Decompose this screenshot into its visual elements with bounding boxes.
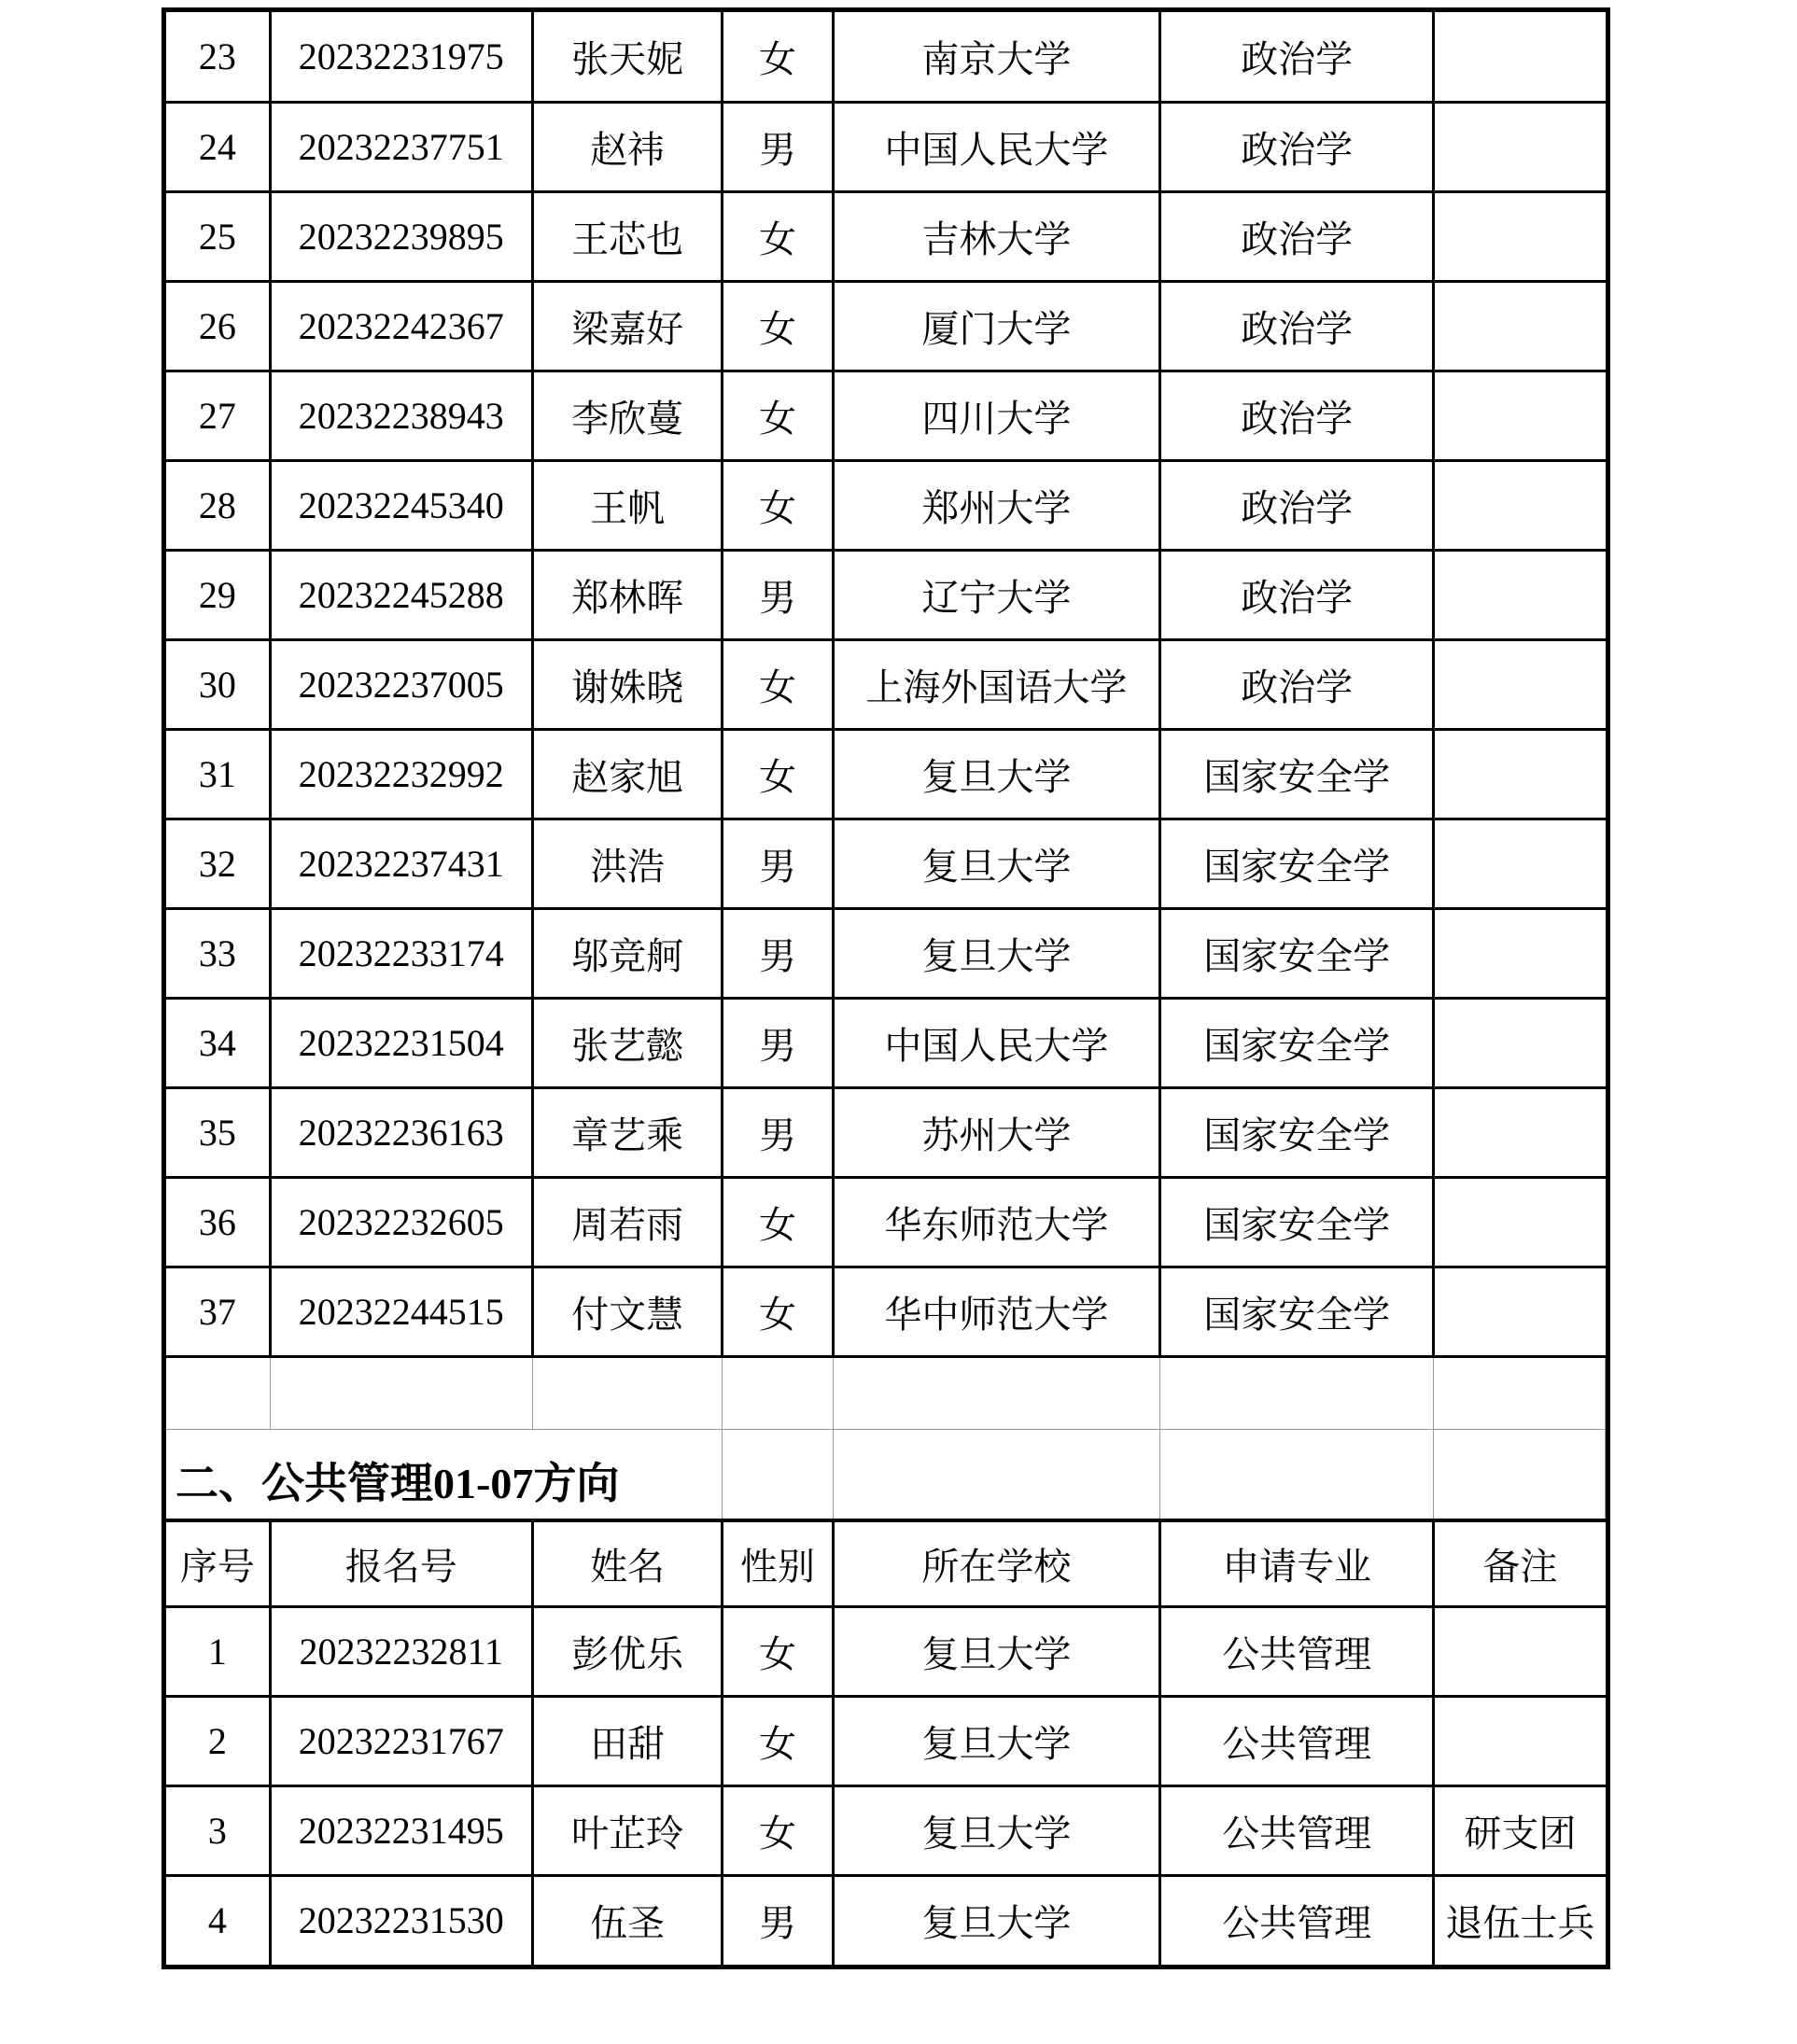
cell-remark — [1434, 819, 1606, 908]
table-row — [166, 998, 1606, 1087]
table-row — [166, 12, 1606, 102]
table-header-row — [166, 1520, 1606, 1606]
cell-major: 公共管理 — [1160, 1606, 1434, 1696]
table-row — [166, 819, 1606, 908]
cell-gender: 女 — [723, 460, 833, 550]
cell-name: 叶芷玲 — [532, 1785, 723, 1875]
table-row — [166, 1267, 1606, 1356]
cell-remark — [1434, 371, 1606, 460]
cell-registration-number: 20232232605 — [270, 1177, 532, 1267]
cell-no: 36 — [166, 1177, 270, 1267]
cell-major: 国家安全学 — [1160, 1087, 1434, 1177]
cell-major: 政治学 — [1160, 12, 1434, 102]
cell-remark — [1434, 550, 1606, 639]
table-row — [166, 639, 1606, 729]
cell-major: 国家安全学 — [1160, 1267, 1434, 1356]
empty-cell — [723, 1429, 833, 1520]
cell-major: 政治学 — [1160, 639, 1434, 729]
cell-gender: 女 — [723, 1177, 833, 1267]
cell-remark — [1434, 1177, 1606, 1267]
empty-cell — [1434, 1429, 1606, 1520]
cell-remark — [1434, 639, 1606, 729]
cell-gender: 女 — [723, 1606, 833, 1696]
cell-gender: 女 — [723, 1267, 833, 1356]
empty-cell — [532, 1356, 723, 1429]
cell-name: 章艺乘 — [532, 1087, 723, 1177]
cell-registration-number: 20232244515 — [270, 1267, 532, 1356]
cell-registration-number: 20232237005 — [270, 639, 532, 729]
applicant-list-sheet — [161, 7, 1610, 1969]
cell-gender: 男 — [723, 1087, 833, 1177]
cell-school: 复旦大学 — [833, 908, 1160, 998]
cell-no: 2 — [166, 1696, 270, 1785]
cell-name: 彭优乐 — [532, 1606, 723, 1696]
cell-registration-number: 20232245288 — [270, 550, 532, 639]
cell-remark — [1434, 1267, 1606, 1356]
cell-school: 厦门大学 — [833, 281, 1160, 371]
cell-remark — [1434, 998, 1606, 1087]
cell-gender: 男 — [723, 102, 833, 191]
cell-gender: 女 — [723, 1696, 833, 1785]
cell-school: 复旦大学 — [833, 1875, 1160, 1965]
cell-no: 24 — [166, 102, 270, 191]
cell-registration-number: 20232237751 — [270, 102, 532, 191]
cell-registration-number: 20232231495 — [270, 1785, 532, 1875]
cell-gender: 女 — [723, 639, 833, 729]
table-row — [166, 1875, 1606, 1965]
cell-school: 中国人民大学 — [833, 102, 1160, 191]
cell-no: 27 — [166, 371, 270, 460]
cell-major: 政治学 — [1160, 191, 1434, 281]
table-row — [166, 1177, 1606, 1267]
cell-name: 邬竞舸 — [532, 908, 723, 998]
cell-major: 国家安全学 — [1160, 1177, 1434, 1267]
cell-gender: 男 — [723, 550, 833, 639]
cell-registration-number: 20232242367 — [270, 281, 532, 371]
cell-major: 政治学 — [1160, 102, 1434, 191]
cell-no: 33 — [166, 908, 270, 998]
cell-major: 公共管理 — [1160, 1875, 1434, 1965]
cell-name: 李欣蔓 — [532, 371, 723, 460]
table-outer-border — [161, 7, 1610, 1969]
cell-registration-number: 20232232811 — [270, 1606, 532, 1696]
cell-name: 伍圣 — [532, 1875, 723, 1965]
cell-registration-number: 20232231975 — [270, 12, 532, 102]
admission-table — [166, 12, 1606, 1965]
cell-gender: 男 — [723, 908, 833, 998]
cell-gender: 男 — [723, 1875, 833, 1965]
cell-major: 国家安全学 — [1160, 729, 1434, 819]
empty-cell — [833, 1356, 1160, 1429]
cell-school: 郑州大学 — [833, 460, 1160, 550]
cell-gender: 女 — [723, 191, 833, 281]
cell-remark — [1434, 729, 1606, 819]
cell-school: 复旦大学 — [833, 729, 1160, 819]
cell-remark — [1434, 12, 1606, 102]
cell-name: 周若雨 — [532, 1177, 723, 1267]
cell-school: 华中师范大学 — [833, 1267, 1160, 1356]
cell-major: 政治学 — [1160, 460, 1434, 550]
header-cell-remark: 备注 — [1434, 1520, 1606, 1606]
cell-no: 30 — [166, 639, 270, 729]
cell-name: 赵祎 — [532, 102, 723, 191]
cell-no: 28 — [166, 460, 270, 550]
cell-school: 辽宁大学 — [833, 550, 1160, 639]
cell-no: 37 — [166, 1267, 270, 1356]
cell-gender: 女 — [723, 371, 833, 460]
section-title: 二、公共管理01-07方向 — [166, 1429, 723, 1520]
cell-gender: 女 — [723, 729, 833, 819]
header-cell-no: 序号 — [166, 1520, 270, 1606]
cell-remark — [1434, 1087, 1606, 1177]
cell-school: 华东师范大学 — [833, 1177, 1160, 1267]
cell-gender: 女 — [723, 281, 833, 371]
cell-no: 1 — [166, 1606, 270, 1696]
cell-gender: 女 — [723, 12, 833, 102]
cell-no: 32 — [166, 819, 270, 908]
cell-gender: 女 — [723, 1785, 833, 1875]
table-row — [166, 371, 1606, 460]
cell-major: 国家安全学 — [1160, 908, 1434, 998]
cell-registration-number: 20232238943 — [270, 371, 532, 460]
cell-gender: 男 — [723, 819, 833, 908]
cell-school: 复旦大学 — [833, 1696, 1160, 1785]
cell-no: 34 — [166, 998, 270, 1087]
table-row — [166, 908, 1606, 998]
cell-registration-number: 20232236163 — [270, 1087, 532, 1177]
cell-name: 梁嘉好 — [532, 281, 723, 371]
table-row — [166, 102, 1606, 191]
cell-remark — [1434, 460, 1606, 550]
cell-remark — [1434, 1606, 1606, 1696]
cell-major: 政治学 — [1160, 281, 1434, 371]
cell-registration-number: 20232237431 — [270, 819, 532, 908]
cell-major: 公共管理 — [1160, 1785, 1434, 1875]
table-row — [166, 1785, 1606, 1875]
header-cell-major: 申请专业 — [1160, 1520, 1434, 1606]
cell-no: 3 — [166, 1785, 270, 1875]
cell-registration-number: 20232231530 — [270, 1875, 532, 1965]
cell-name: 田甜 — [532, 1696, 723, 1785]
cell-school: 吉林大学 — [833, 191, 1160, 281]
cell-registration-number: 20232239895 — [270, 191, 532, 281]
cell-school: 复旦大学 — [833, 1785, 1160, 1875]
empty-cell — [1160, 1429, 1434, 1520]
cell-name: 王芯也 — [532, 191, 723, 281]
empty-spacer-row — [166, 1356, 1606, 1429]
cell-school: 中国人民大学 — [833, 998, 1160, 1087]
cell-school: 四川大学 — [833, 371, 1160, 460]
section-title-row — [166, 1429, 1606, 1520]
cell-name: 郑林晖 — [532, 550, 723, 639]
cell-no: 25 — [166, 191, 270, 281]
cell-no: 35 — [166, 1087, 270, 1177]
cell-no: 31 — [166, 729, 270, 819]
header-cell-school: 所在学校 — [833, 1520, 1160, 1606]
cell-no: 26 — [166, 281, 270, 371]
cell-remark — [1434, 191, 1606, 281]
cell-name: 谢姝晓 — [532, 639, 723, 729]
cell-major: 国家安全学 — [1160, 819, 1434, 908]
table-row — [166, 281, 1606, 371]
cell-major: 政治学 — [1160, 371, 1434, 460]
cell-name: 付文慧 — [532, 1267, 723, 1356]
table-row — [166, 729, 1606, 819]
empty-cell — [723, 1356, 833, 1429]
header-cell-name: 姓名 — [532, 1520, 723, 1606]
cell-remark — [1434, 102, 1606, 191]
cell-school: 南京大学 — [833, 12, 1160, 102]
empty-cell — [166, 1356, 270, 1429]
table-row — [166, 1696, 1606, 1785]
table-row — [166, 1606, 1606, 1696]
cell-remark — [1434, 281, 1606, 371]
cell-name: 张艺懿 — [532, 998, 723, 1087]
cell-registration-number: 20232245340 — [270, 460, 532, 550]
cell-name: 王帆 — [532, 460, 723, 550]
cell-school: 苏州大学 — [833, 1087, 1160, 1177]
cell-name: 张天妮 — [532, 12, 723, 102]
cell-no: 23 — [166, 12, 270, 102]
table-row — [166, 550, 1606, 639]
cell-remark: 研支团 — [1434, 1785, 1606, 1875]
cell-name: 赵家旭 — [532, 729, 723, 819]
cell-gender: 男 — [723, 998, 833, 1087]
cell-no: 4 — [166, 1875, 270, 1965]
cell-remark — [1434, 1696, 1606, 1785]
header-cell-gender: 性别 — [723, 1520, 833, 1606]
cell-major: 政治学 — [1160, 550, 1434, 639]
table-row — [166, 1087, 1606, 1177]
table-row — [166, 460, 1606, 550]
empty-cell — [270, 1356, 532, 1429]
cell-major: 国家安全学 — [1160, 998, 1434, 1087]
header-cell-reg: 报名号 — [270, 1520, 532, 1606]
table-row — [166, 191, 1606, 281]
cell-registration-number: 20232233174 — [270, 908, 532, 998]
cell-registration-number: 20232232992 — [270, 729, 532, 819]
cell-registration-number: 20232231767 — [270, 1696, 532, 1785]
cell-school: 上海外国语大学 — [833, 639, 1160, 729]
cell-major: 公共管理 — [1160, 1696, 1434, 1785]
cell-remark — [1434, 908, 1606, 998]
cell-registration-number: 20232231504 — [270, 998, 532, 1087]
cell-remark: 退伍士兵 — [1445, 1902, 1595, 1945]
empty-cell — [1434, 1356, 1606, 1429]
cell-school: 复旦大学 — [833, 819, 1160, 908]
cell-no: 29 — [166, 550, 270, 639]
cell-school: 复旦大学 — [833, 1606, 1160, 1696]
empty-cell — [833, 1429, 1160, 1520]
empty-cell — [1160, 1356, 1434, 1429]
cell-name: 洪浩 — [532, 819, 723, 908]
